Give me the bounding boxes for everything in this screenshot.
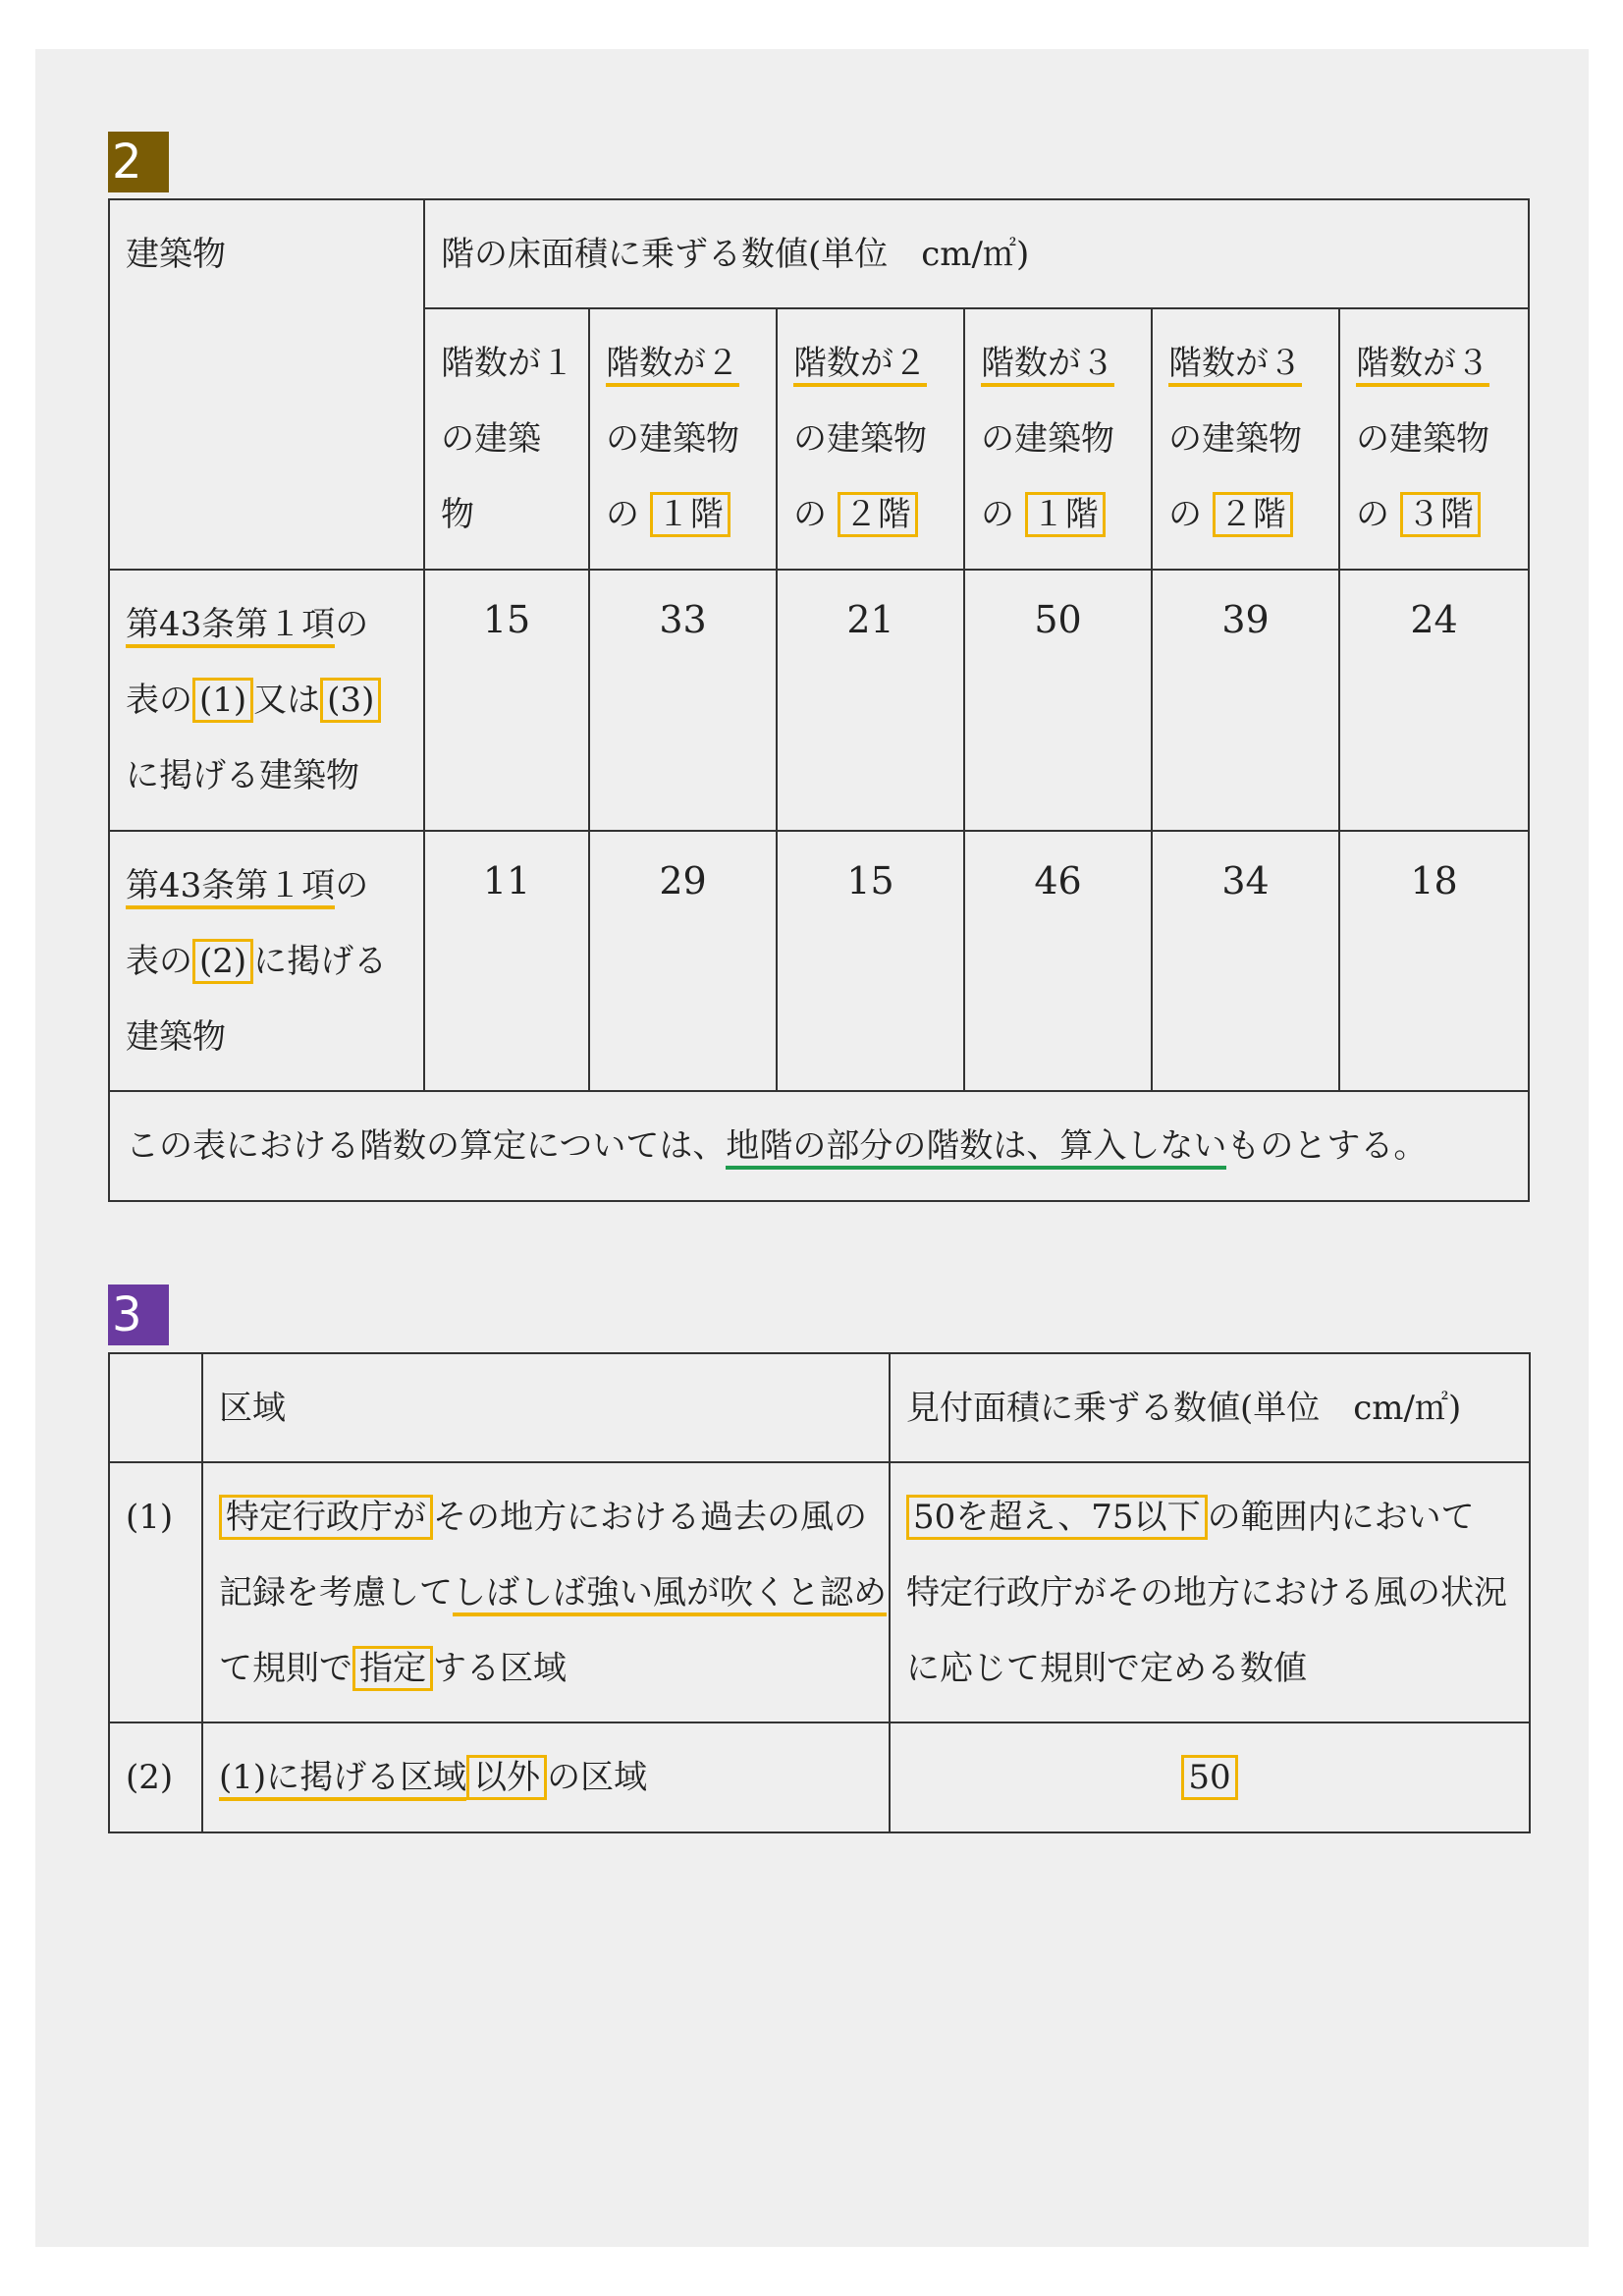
row-number: (2) (109, 1722, 202, 1832)
header-area: 区域 (202, 1353, 890, 1462)
floor-area-table (108, 198, 1530, 1202)
row-label: 第43条第１項の 表の (1) 又は (3) に掲げる建築物 (109, 570, 424, 831)
value-cell: 24 (1339, 570, 1529, 831)
table-row (109, 570, 1529, 831)
header-building: 建築物 (109, 199, 424, 570)
value-cell: 50 (964, 570, 1152, 831)
table-row (109, 1462, 1530, 1722)
value-cell: 15 (777, 831, 964, 1091)
value-description: 50を超え、75以下 の範囲内において 特定行政庁がその地方における風の状況 に応じて規則で定める数値 (890, 1462, 1530, 1722)
table-row (109, 1722, 1530, 1832)
value-cell: 29 (589, 831, 777, 1091)
row-number: (1) (109, 1462, 202, 1722)
section-3-badge: 3 (108, 1285, 169, 1345)
subheader-3: 階数が２ の建築物 の ２階 (777, 308, 964, 570)
value-cell: 46 (964, 831, 1152, 1091)
subheader-1: 階数が１ の建築 物 (424, 308, 589, 570)
value-cell: 34 (1152, 831, 1339, 1091)
header-floor-area-coefficient: 階の床面積に乗ずる数値(単位 cm/㎡) (424, 199, 1529, 308)
value-cell: 11 (424, 831, 589, 1091)
area-description: 特定行政庁が その地方における過去の風の 記録を考慮してしばしば強い風が吹くと認め て規則で 指定 する区域 (202, 1462, 890, 1722)
table-row (109, 831, 1529, 1091)
row-label: 第43条第１項の 表の (2) に掲げる 建築物 (109, 831, 424, 1091)
value-cell: 39 (1152, 570, 1339, 831)
value-cell: 18 (1339, 831, 1529, 1091)
value-cell: 21 (777, 570, 964, 831)
value-cell: 50 (890, 1722, 1530, 1832)
header-empty (109, 1353, 202, 1462)
value-cell: 33 (589, 570, 777, 831)
area-description: (1)に掲げる区域 以外 の区域 (202, 1722, 890, 1832)
header-value: 見付面積に乗ずる数値(単位 cm/㎡) (890, 1353, 1530, 1462)
subheader-6: 階数が３ の建築物 の ３階 (1339, 308, 1529, 570)
subheader-4: 階数が３ の建築物 の １階 (964, 308, 1152, 570)
table-note: この表における階数の算定については、地階の部分の階数は、算入しないものとする。 (109, 1091, 1529, 1201)
value-cell: 15 (424, 570, 589, 831)
section-2-badge: 2 (108, 132, 169, 192)
subheader-5: 階数が３ の建築物 の ２階 (1152, 308, 1339, 570)
wind-area-table (108, 1352, 1531, 1833)
subheader-2: 階数が２ の建築物 の １階 (589, 308, 777, 570)
